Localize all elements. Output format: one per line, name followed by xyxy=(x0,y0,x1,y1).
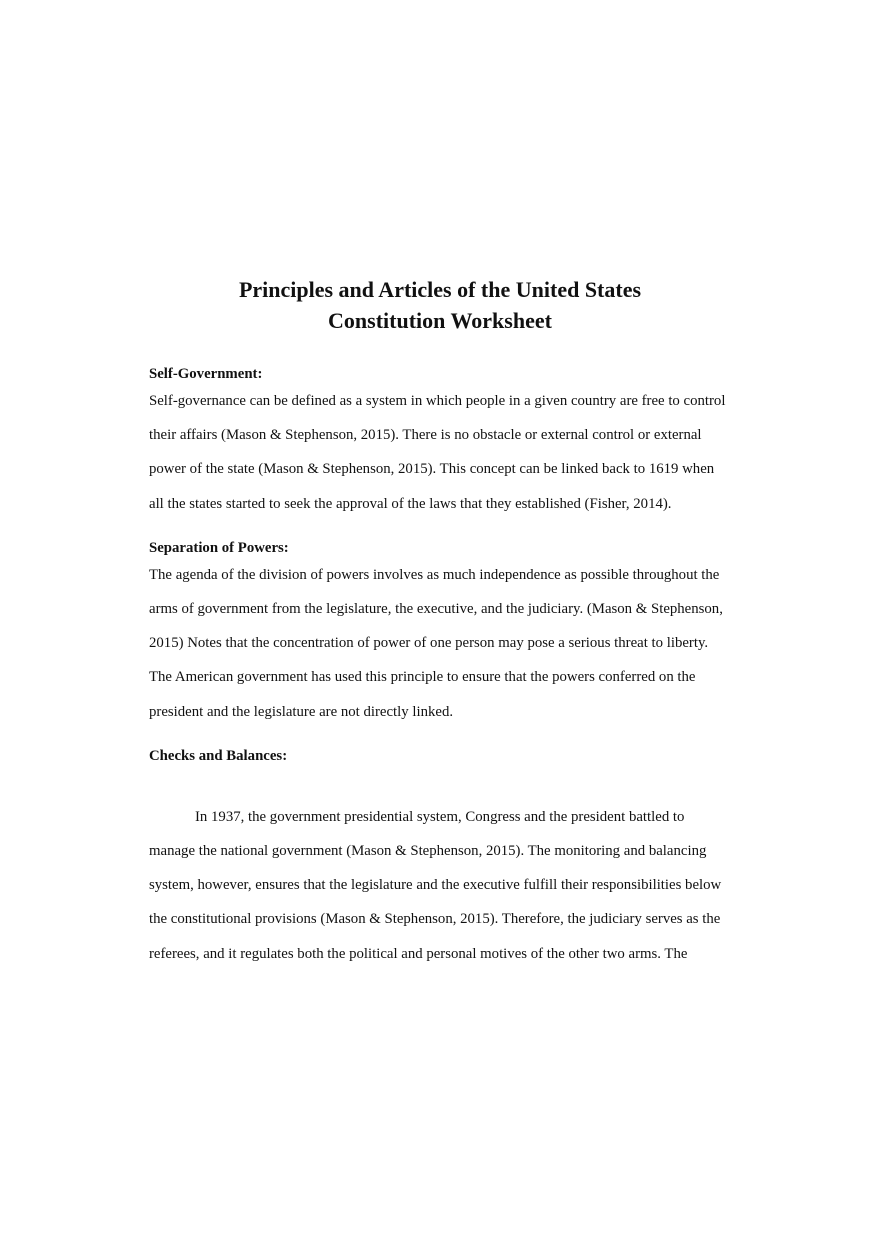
body-line: the constitutional provisions (Mason & Stephenson, 2015). Therefore, the judiciary serves as the xyxy=(149,911,721,928)
section-gap xyxy=(149,521,739,538)
section-heading: Checks and Balances: xyxy=(149,747,288,764)
title-line-2: Constitution Worksheet xyxy=(328,308,552,333)
body-line: their affairs (Mason & Stephenson, 2015). There is no obstacle or external control or external xyxy=(149,427,702,444)
section-checks-and-balances xyxy=(149,746,739,971)
body-line: 2015) Notes that the concentration of power of one person may pose a serious threat to liberty. xyxy=(149,635,709,652)
blank-line xyxy=(149,766,739,800)
body-line: The agenda of the division of powers involves as much independence as possible throughout the xyxy=(149,566,720,583)
section-separation-of-powers xyxy=(149,538,739,729)
body-line: all the states started to seek the approval of the laws that they established (Fisher, 2014). xyxy=(149,495,672,512)
body-line: president and the legislature are not directly linked. xyxy=(149,703,454,720)
body-line: The American government has used this principle to ensure that the powers conferred on the xyxy=(149,669,696,686)
document-title xyxy=(0,274,880,336)
title-line-1: Principles and Articles of the United States xyxy=(238,277,642,302)
section-self-government xyxy=(149,364,739,521)
body-line: manage the national government (Mason & Stephenson, 2015). The monitoring and balancing xyxy=(149,843,707,860)
body-line: system, however, ensures that the legislature and the executive fulfill their responsibilities below xyxy=(149,877,722,894)
section-heading: Separation of Powers: xyxy=(149,539,289,556)
body-line: arms of government from the legislature, the executive, and the judiciary. (Mason & Stephenson, xyxy=(149,601,723,618)
body-line: Self-governance can be defined as a system in which people in a given country are free to control xyxy=(149,393,726,409)
body-line: power of the state (Mason & Stephenson, 2015). This concept can be linked back to 1619 when xyxy=(149,461,715,478)
section-heading: Self-Government: xyxy=(149,366,263,382)
body-line: referees, and it regulates both the political and personal motives of the other two arms. The xyxy=(149,945,688,962)
document-body xyxy=(149,364,739,971)
body-line: In 1937, the government presidential system, Congress and the president battled to xyxy=(195,808,685,825)
section-gap xyxy=(149,729,739,746)
